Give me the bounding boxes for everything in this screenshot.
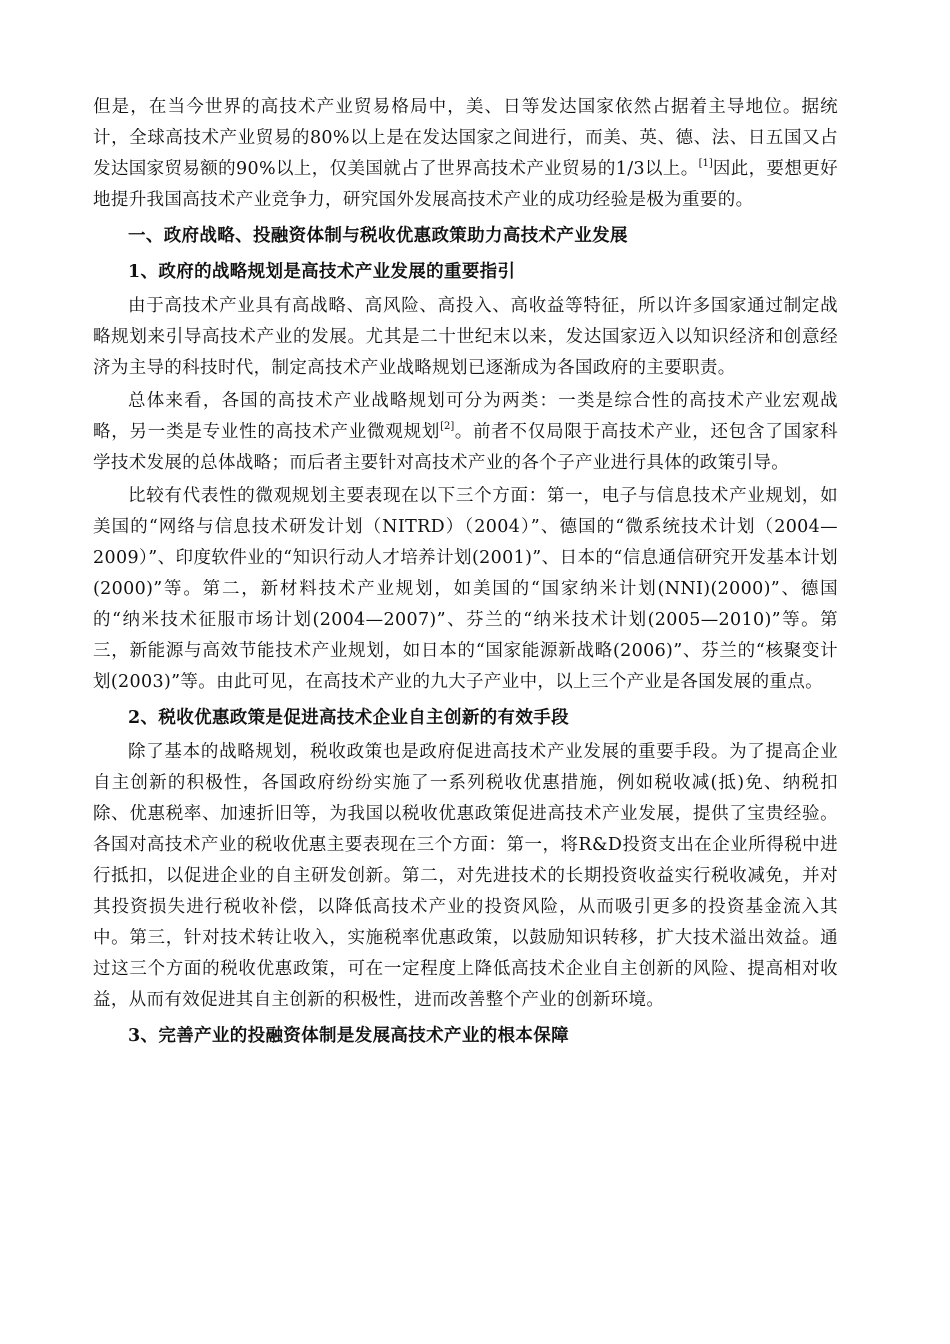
classification-paragraph: 总体来看，各国的高技术产业战略规划可分为两类：一类是综合性的高技术产业宏观战略，另一类是专业性的高技术产业微观规划[2]。前者不仅局限于高技术产业，还包含了国家科学技术发展的总体战略；而后者主要针对高技术产业的各个子产业进行具体的政策引导。 — [93, 391, 838, 473]
subsection-heading-1-3: 3、完善产业的投融资体制是发展高技术产业的根本保障 — [128, 1026, 569, 1046]
footnote-ref-1[interactable]: [1] — [698, 158, 713, 169]
strategy-paragraph: 由于高技术产业具有高战略、高风险、高投入、高收益等特征，所以许多国家通过制定战略规划来引导高技术产业的发展。尤其是二十世纪末以来，发达国家迈入以知识经济和创意经济为主导的科技时代，制定高技术产业战略规划已逐渐成为各国政府的主要职责。 — [93, 296, 838, 378]
subsection-heading-1-2: 2、税收优惠政策是促进高技术企业自主创新的有效手段 — [128, 708, 569, 728]
tax-policy-paragraph: 除了基本的战略规划，税收政策也是政府促进高技术产业发展的重要手段。为了提高企业自主创新的积极性，各国政府纷纷实施了一系列税收优惠措施，例如税收减(抵)免、纳税扣除、优惠税率、加速折旧等，为我国以税收优惠政策促进高技术产业发展，提供了宝贵经验。各国对高技术产业的税收优惠主要表现在三个方面：第一，将R&D投资支出在企业所得税中进行抵扣，以促进企业的自主研发创新。第二，对先进技术的长期投资收益实行税收减免，并对其投资损失进行税收补偿，以降低高技术产业的投资风险，从而吸引更多的投资基金流入其中。第三，针对技术转让收入，实施税率优惠政策，以鼓励知识转移，扩大技术溢出效益。通过这三个方面的税收优惠政策，可在一定程度上降低高技术企业自主创新的风险、提高相对收益，从而有效促进其自主创新的积极性，进而改善整个产业的创新环境。 — [93, 742, 838, 1010]
micro-planning-paragraph: 比较有代表性的微观规划主要表现在以下三个方面：第一，电子与信息技术产业规划，如美国的“网络与信息技术研发计划（NITRD）（2004）”、德国的“微系统技术计划（2004—2009）”、印度软件业的“知识行动人才培养计划(2001)”、日本的“信息通信研究开发基本计划(2000)”等。第二，新材料技术产业规划，如美国的“国家纳米计划(NNI)(2000)”、德国的“纳米技术征服市场计划(2004—2007)”、芬兰的“纳米技术计划(2005—2010)”等。第三，新能源与高效节能技术产业规划，如日本的“国家能源新战略(2006)”、芬兰的“核聚变计划(2003)”等。由此可见，在高技术产业的九大子产业中，以上三个产业是各国发展的重点。 — [93, 486, 838, 692]
subsection-heading-1-1: 1、政府的战略规划是高技术产业发展的重要指引 — [128, 262, 516, 282]
intro-paragraph: 但是，在当今世界的高技术产业贸易格局中，美、日等发达国家依然占据着主导地位。据统计，全球高技术产业贸易的80%以上是在发达国家之间进行，而美、英、德、法、日五国又占发达国家贸易额的90%以上，仅美国就占了世界高技术产业贸易的1/3以上。[1]因此，要想更好地提升我国高技术产业竞争力，研究国外发展高技术产业的成功经验是极为重要的。 — [93, 97, 838, 210]
footnote-ref-2[interactable]: [2] — [440, 421, 455, 432]
section-heading-1: 一、政府战略、投融资体制与税收优惠政策助力高技术产业发展 — [128, 226, 628, 246]
